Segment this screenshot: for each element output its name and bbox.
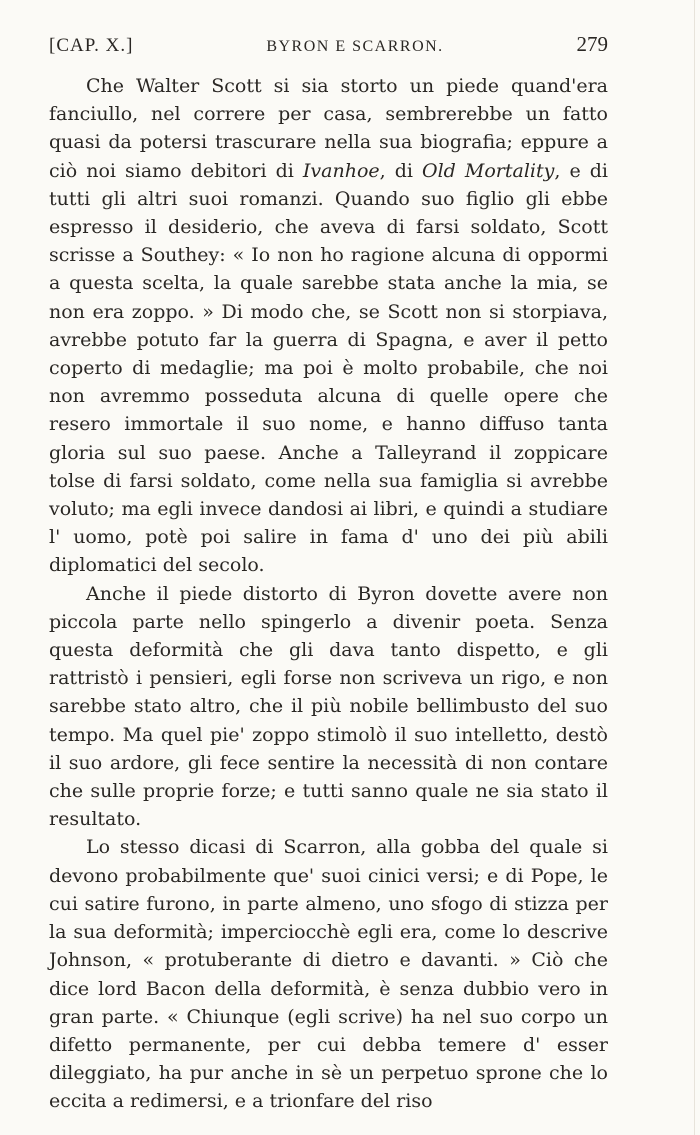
body-text — [49, 72, 608, 1116]
paragraph-scott-part-2: , di — [379, 159, 423, 182]
paragraph-scott-part-1: Che Walter Scott si sia storto un piede quand'era fanciullo, nel correre per casa, sembrerebbe un fatto quasi da potersi trascurare nella sua biografia; eppure a ciò noi siamo debitori di — [49, 75, 608, 182]
page-number: 279 — [576, 32, 608, 56]
chapter-label: [CAP. X.] — [49, 35, 134, 56]
title-ivanhoe: Ivanhoe — [302, 159, 380, 182]
running-title: BYRON E SCARRON. — [266, 38, 444, 55]
title-old-mortality: Old Mortality — [422, 159, 555, 182]
running-head — [49, 32, 608, 66]
paragraph-byron: Anche il piede distorto di Byron dovette avere non piccola parte nello spingerlo a divenir poeta. Senza questa deformità che gli dava tanto dispetto, e gli rattristò i pensieri, egli forse non scriveva un rigo, e non sarebbe stato altro, che il più nobile bellimbusto del suo tempo. Ma quel pie' zoppo stimolò il suo intelletto, destò il suo ardore, gli fece sentire la necessità di non contare che sulle proprie forze; e tutti sanno quale ne sia stato il resultato. — [49, 582, 608, 831]
paragraph-scott-part-3: , e di tutti gli altri suoi romanzi. Quando suo figlio gli ebbe espresso il desiderio, che aveva di farsi soldato, Scott scrisse a Southey: « Io non ho ragione alcuna di oppormi a questa scelta, la quale sarebbe stata anche la mia, se non era zoppo. » Di modo che, se Scott non si storpiava, avrebbe potuto far la guerra di Spagna, e aver il petto coperto di medaglie; ma poi è molto probabile, che noi non avremmo posseduta alcuna di quelle opere che resero immortale il suo nome, e hanno diffuso tanta gloria sul suo paese. Anche a Talleyrand il zoppicare tolse di farsi soldato, come nella sua famiglia si avrebbe voluto; ma egli invece dandosi ai libri, e quindi a studiare l' uomo, potè poi salire in fama d' uno dei più abili diplomatici del secolo. — [49, 159, 609, 577]
paragraph-scarron: Lo stesso dicasi di Scarron, alla gobba del quale si devono probabilmente que' suoi cinici versi; e di Pope, le cui satire furono, in parte almeno, uno sfogo di stizza per la sua deformità; imperciocchè egli era, come lo descrive Johnson, « protuberante di dietro e davanti. » Ciò che dice lord Bacon della deformità, è senza dubbio vero in gran parte. « Chiunque (egli scrive) ha nel suo corpo un difetto permanente, per cui debba temere d' esser dileggiato, ha pur anche in sè un perpetuo sprone che lo eccita a redimersi, e a trionfare del riso — [49, 836, 608, 1113]
page-edge-line — [694, 0, 695, 1135]
paragraph-scott — [49, 72, 608, 580]
